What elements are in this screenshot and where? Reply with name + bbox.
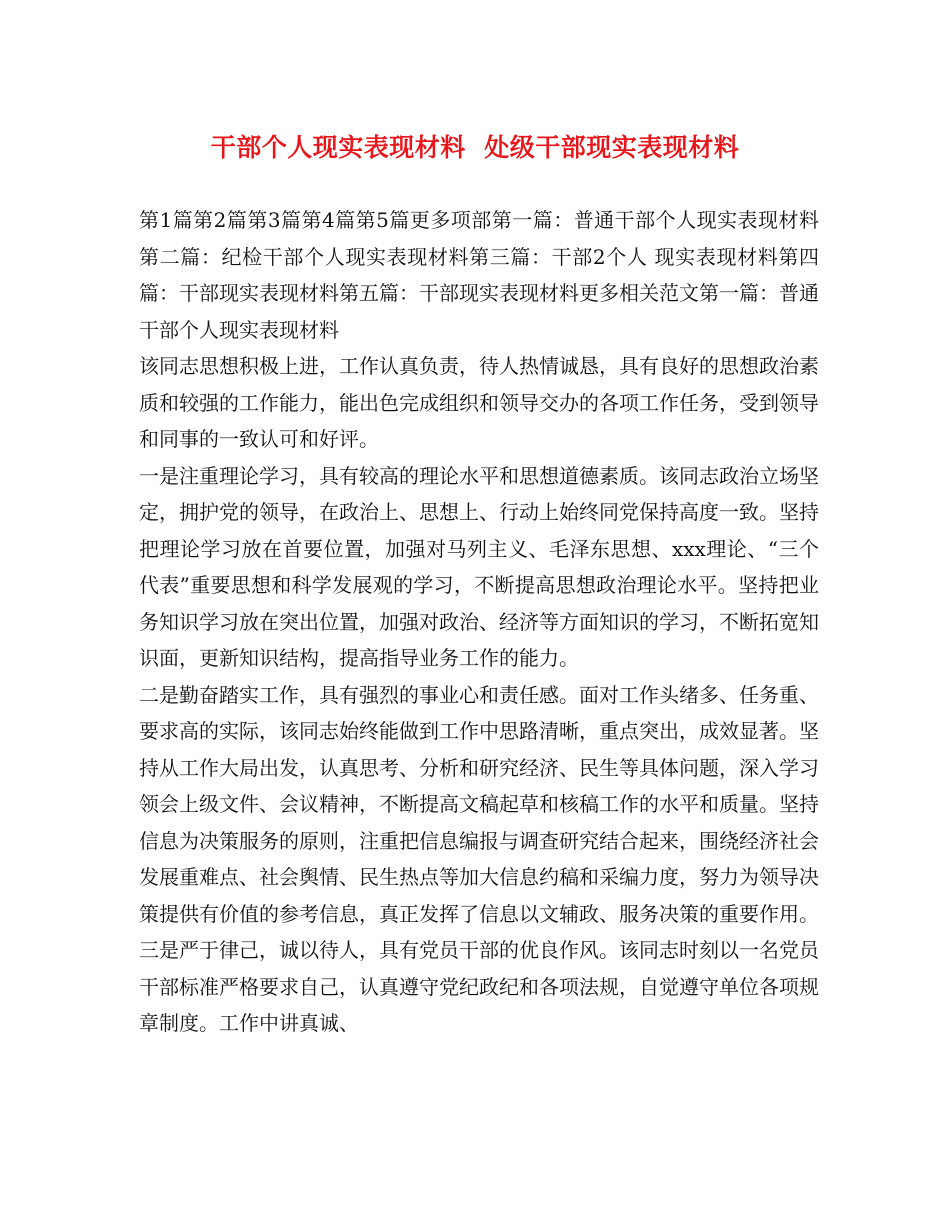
- document-title: 干部个人现实表现材料 处级干部现实表现材料: [210, 133, 740, 162]
- paragraph-theory-study: 一是注重理论学习，具有较高的理论水平和思想道德素质。该同志政治立场坚定，拥护党的领导，在政治上、思想上、行动上始终同党保持高度一致。坚持把理论学习放在首要位置，加强对马列主义、毛泽东思想、xxx理论、“三个代表”重要思想和科学发展观的学习，不断提高思想政治理论水平。坚持把业务知识学习放在突出位置，加强对政治、经济等方面知识的学习，不断拓宽知识面，更新知识结构，提高指导业务工作的能力。: [139, 463, 819, 670]
- paragraph-work-diligence: 二是勤奋踏实工作，具有强烈的事业心和责任感。面对工作头绪多、任务重、要求高的实际，该同志始终能做到工作中思路清晰，重点突出，成效显著。坚持从工作大局出发，认真思考、分析和研究经济、民生等具体问题，深入学习领会上级文件、会议精神，不断提高文稿起草和核稿工作的水平和质量。坚持信息为决策服务的原则，注重把信息编报与调查研究结合起来，围绕经济社会发展重难点、社会舆情、民生热点等加大信息约稿和采编力度，努力为领导决策提供有价值的参考信息，真正发挥了信息以文辅政、服务决策的重要作用。: [139, 682, 819, 926]
- paragraph-contents-list: 第1篇第2篇第3篇第4篇第5篇更多项部第一篇：普通干部个人现实表现材料第二篇：纪检干部个人现实表现材料第三篇：干部2个人 现实表现材料第四篇：干部现实表现材料第五篇：干部现实表现材料更多相关范文第一篇：普通干部个人现实表现材料: [139, 208, 819, 342]
- paragraph-self-discipline: 三是严于律己，诚以待人，具有党员干部的优良作风。该同志时刻以一名党员干部标准严格要求自己，认真遵守党纪政纪和各项法规，自觉遵守单位各项规章制度。工作中讲真诚、: [139, 938, 819, 1035]
- paragraph-summary: 该同志思想积极上进，工作认真负责，待人热情诚恳，具有良好的思想政治素质和较强的工作能力，能出色完成组织和领导交办的各项工作任务，受到领导和同事的一致认可和好评。: [139, 354, 819, 451]
- document-body: [139, 202, 819, 1042]
